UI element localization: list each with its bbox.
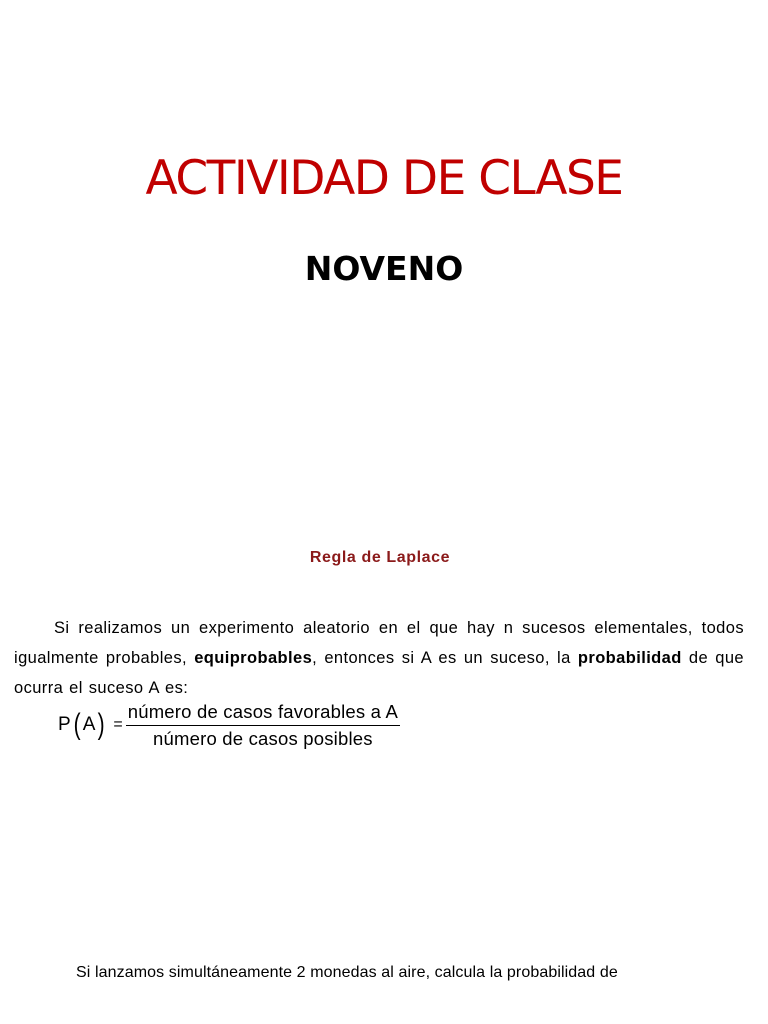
- formula-denominator: número de casos posibles: [153, 727, 373, 749]
- paragraph-bold-probabilidad: probabilidad: [577, 648, 682, 667]
- page-title: ACTIVIDAD DE CLASE: [145, 151, 623, 206]
- formula-lhs: [58, 710, 107, 740]
- laplace-formula: [58, 700, 400, 750]
- formula-open-paren: (: [73, 708, 82, 741]
- paragraph-text-2: , entonces si A es un suceso, la: [312, 648, 578, 667]
- exercise-text: Si lanzamos simultáneamente 2 monedas al aire, calcula la probabilidad de: [76, 964, 618, 981]
- formula-p: P: [58, 714, 72, 735]
- paragraph-text-3: de que ocurra el suceso A es:: [14, 648, 745, 697]
- laplace-paragraph: [14, 613, 744, 703]
- formula-close-paren: ): [98, 708, 106, 741]
- formula-fraction: [126, 701, 400, 750]
- paragraph-bold-equiprobables: equiprobables: [194, 648, 313, 667]
- paragraph-text-1: Si realizamos un experimento aleatorio en el que hay n sucesos elementales, todos igualmente probables,: [14, 618, 744, 667]
- section-heading: Regla de Laplace: [309, 549, 451, 566]
- page-subtitle: NOVENO: [304, 249, 464, 288]
- formula-a: A: [82, 714, 97, 735]
- formula-equals: =: [113, 716, 123, 733]
- formula-numerator: número de casos favorables a A: [126, 701, 400, 726]
